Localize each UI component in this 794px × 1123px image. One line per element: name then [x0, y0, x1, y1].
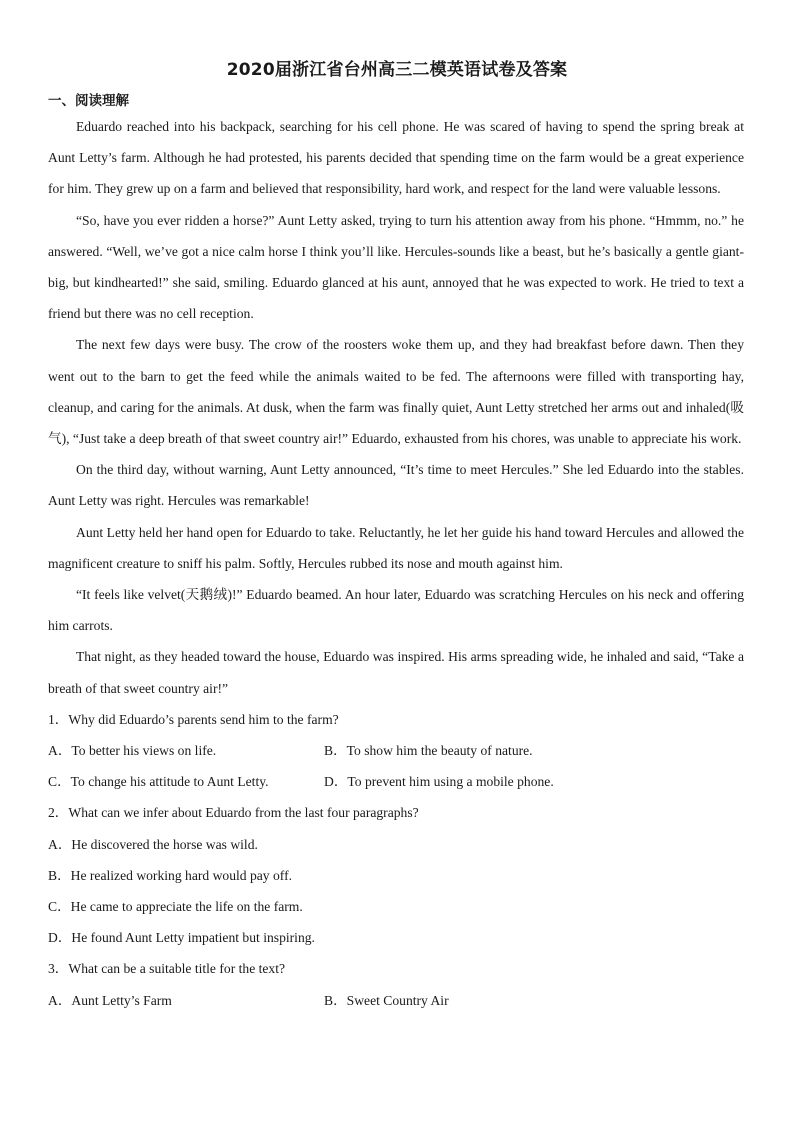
question-2-option-c: C．He came to appreciate the life on the farm. — [48, 899, 303, 915]
question-2-option-b: B．He realized working hard would pay off. — [48, 867, 292, 883]
question-1-option-c: C．To change his attitude to Aunt Letty. — [48, 774, 269, 790]
passage-paragraph: Aunt Letty held her hand open for Eduardo to take. Reluctantly, he let her guide his hand toward Hercules and allowed the magnificent creature to sniff his palm. Softly, Hercules rubbed its nose and mouth against him. — [48, 524, 744, 571]
question-3-stem: 3．What can be a suitable title for the text? — [48, 961, 286, 977]
question-2-option-a: A．He discovered the horse was wild. — [48, 836, 258, 852]
question-1-option-d: D．To prevent him using a mobile phone. — [324, 774, 554, 790]
document-body — [48, 111, 744, 1016]
document-title: 2020届浙江省台州高三二模英语试卷及答案 — [226, 60, 568, 80]
passage-paragraph: That night, as they headed toward the house, Eduardo was inspired. His arms spreading wide, he inhaled and said, “Take a breath of that sweet country air!” — [48, 649, 744, 696]
question-3-option-a: A．Aunt Letty’s Farm — [48, 992, 172, 1008]
question-1-options-row-1 — [48, 735, 744, 766]
passage-paragraph: “So, have you ever ridden a horse?” Aunt Letty asked, trying to turn his attention away from his phone. “Hmmm, no.” he answered. “Well, we’ve got a nice calm horse I think you’ll like. Hercules-sounds like a beast, but he’s basically a gentle giant-big, but kindhearted!” she said, smiling. Eduardo glanced at his aunt, annoyed that he was expected to work. He tried to text a friend but there was no cell reception. — [48, 212, 744, 322]
passage-paragraph: The next few days were busy. The crow of the roosters woke them up, and they had breakfast before dawn. Then they went out to the barn to get the feed while the animals waited to be fed. The afternoons were filled with transporting hay, cleanup, and caring for the animals. At dusk, when the farm was finally quiet, Aunt Letty stretched her arms out and inhaled(吸气), “Just take a deep breath of that sweet country air!” Eduardo, exhausted from his chores, was unable to appreciate his work. — [48, 337, 744, 447]
question-1-options-row-2 — [48, 766, 744, 797]
question-1-option-a: A．To better his views on life. — [48, 743, 217, 759]
passage-paragraph: Eduardo reached into his backpack, searching for his cell phone. He was scared of having to spend the spring break at Aunt Letty’s farm. Although he had protested, his parents decided that spending time on the farm would be a great experience for him. They grew up on a farm and believed that responsibility, hard work, and respect for the land were valuable lessons. — [48, 119, 744, 197]
question-3-option-b: B．Sweet Country Air — [324, 992, 449, 1008]
passage-paragraph: “It feels like velvet(天鹅绒)!” Eduardo beamed. An hour later, Eduardo was scratching Hercules on his neck and offering him carrots. — [48, 587, 744, 634]
section-heading: 一、阅读理解 — [48, 93, 129, 109]
question-1-stem: 1．Why did Eduardo’s parents send him to the farm? — [48, 711, 339, 727]
question-2-option-d: D．He found Aunt Letty impatient but inspiring. — [48, 930, 315, 946]
question-2-stem: 2．What can we infer about Eduardo from the last four paragraphs? — [48, 805, 419, 821]
question-3-options-row-1 — [48, 985, 744, 1016]
passage-paragraph: On the third day, without warning, Aunt Letty announced, “It’s time to meet Hercules.” She led Eduardo into the stables. Aunt Letty was right. Hercules was remarkable! — [48, 462, 744, 509]
question-1-option-b: B．To show him the beauty of nature. — [324, 743, 533, 759]
